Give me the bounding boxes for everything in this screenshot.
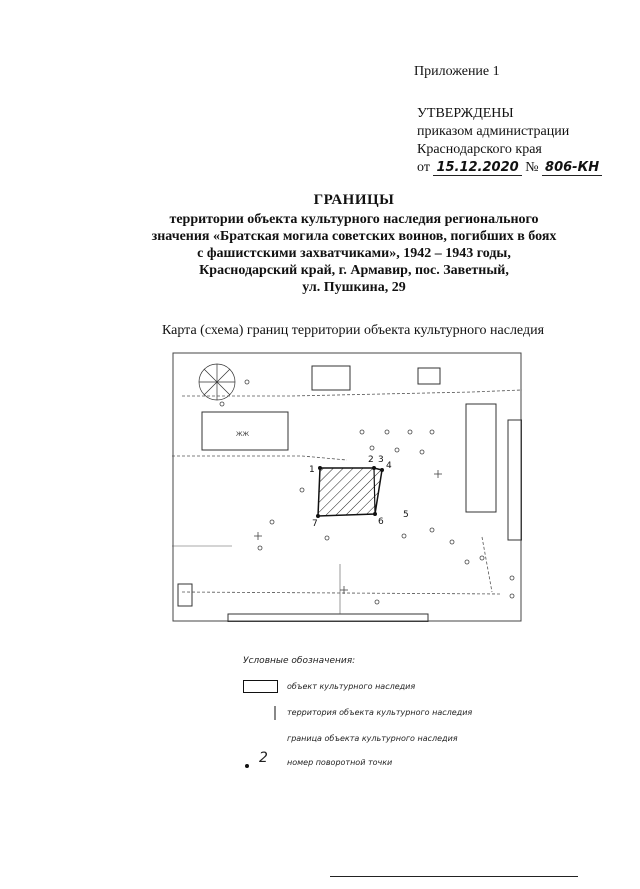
boundary-map: [172, 352, 522, 622]
approved-label: УТВЕРЖДЕНЫ: [417, 106, 514, 121]
building: [508, 420, 522, 540]
legend-label: объект культурного наследия: [287, 682, 416, 691]
legend-item: [243, 750, 503, 770]
building: [178, 584, 192, 606]
title-line: территории объекта культурного наследия регионального: [169, 212, 539, 227]
building: [466, 404, 496, 512]
from-prefix: от: [417, 160, 430, 175]
legend-item: [243, 732, 503, 746]
map-caption: Карта (схема) границ территории объекта культурного наследия: [161, 323, 545, 338]
building: [418, 368, 440, 384]
point-label: 7: [312, 519, 318, 529]
building-label: ЖЖ: [236, 431, 249, 438]
path-line: [172, 456, 347, 460]
point-label: 2: [368, 455, 374, 465]
legend-label: граница объекта культурного наследия: [287, 734, 458, 743]
boundary-point: [372, 466, 376, 470]
point-label: 4: [386, 461, 392, 471]
order-date-line: [417, 159, 602, 177]
title-line: Краснодарский край, г. Армавир, пос. Заветный,: [199, 263, 509, 278]
legend-item: [243, 706, 503, 720]
legend-item: [243, 680, 503, 694]
order-number: 806-КН: [542, 160, 602, 176]
compass-rose-icon: [199, 364, 235, 400]
boundary-point: [316, 514, 320, 518]
title-line: с фашистскими захватчиками», 1942 – 1943 годы,: [197, 246, 511, 261]
boundary-point: [380, 468, 384, 472]
boundary-point: [318, 466, 322, 470]
approval-block: [417, 105, 602, 177]
legend-point-number: 2: [259, 750, 268, 766]
point-label: 3: [378, 455, 384, 465]
title-line: значения «Братская могила советских воинов, погибших в боях: [151, 229, 557, 244]
heritage-territory: [318, 468, 382, 516]
path-line: [182, 592, 502, 594]
legend-label: территория объекта культурного наследия: [287, 708, 473, 717]
legend-title: Условные обозначения:: [243, 656, 356, 666]
title-heading: ГРАНИЦЫ: [313, 192, 395, 208]
bottom-rule: [330, 876, 578, 877]
order-line-2: Краснодарского края: [417, 142, 542, 157]
order-line-1: приказом администрации: [417, 124, 570, 139]
order-date: 15.12.2020: [433, 160, 521, 176]
title-line: ул. Пушкина, 29: [302, 280, 406, 295]
legend-label: номер поворотной точки: [287, 758, 393, 767]
number-prefix: №: [525, 160, 539, 175]
annex-label: Приложение 1: [414, 64, 500, 79]
dot-icon: [243, 756, 253, 772]
rectangle-icon: [243, 680, 279, 695]
point-label: 5: [403, 510, 409, 520]
boundary-point: [373, 512, 377, 516]
point-label: 6: [378, 517, 384, 527]
point-label: 1: [309, 465, 315, 475]
map-drawing: [172, 352, 522, 622]
vertical-line-icon: [243, 706, 279, 722]
document-title: [130, 192, 578, 296]
path-line: [482, 537, 492, 592]
building: [312, 366, 350, 390]
